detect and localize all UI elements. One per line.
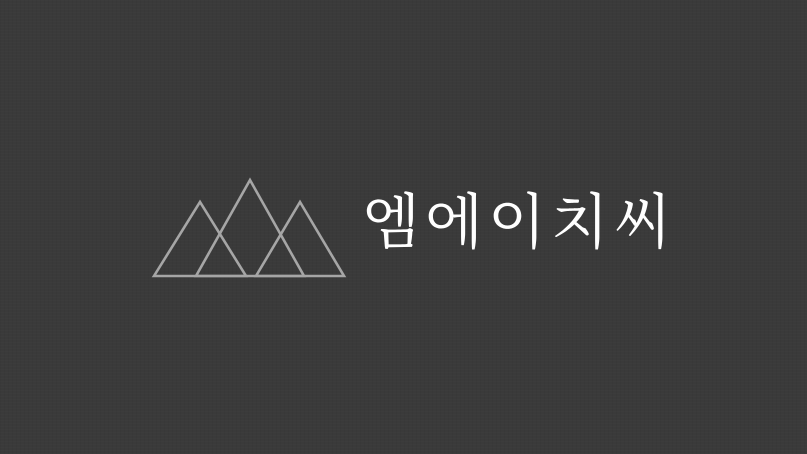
- center-triangle: [196, 180, 304, 276]
- brand-name: 엠에이치씨: [362, 188, 677, 258]
- logo-mark-svg: [150, 176, 350, 280]
- mountain-triangles-icon: [150, 176, 350, 280]
